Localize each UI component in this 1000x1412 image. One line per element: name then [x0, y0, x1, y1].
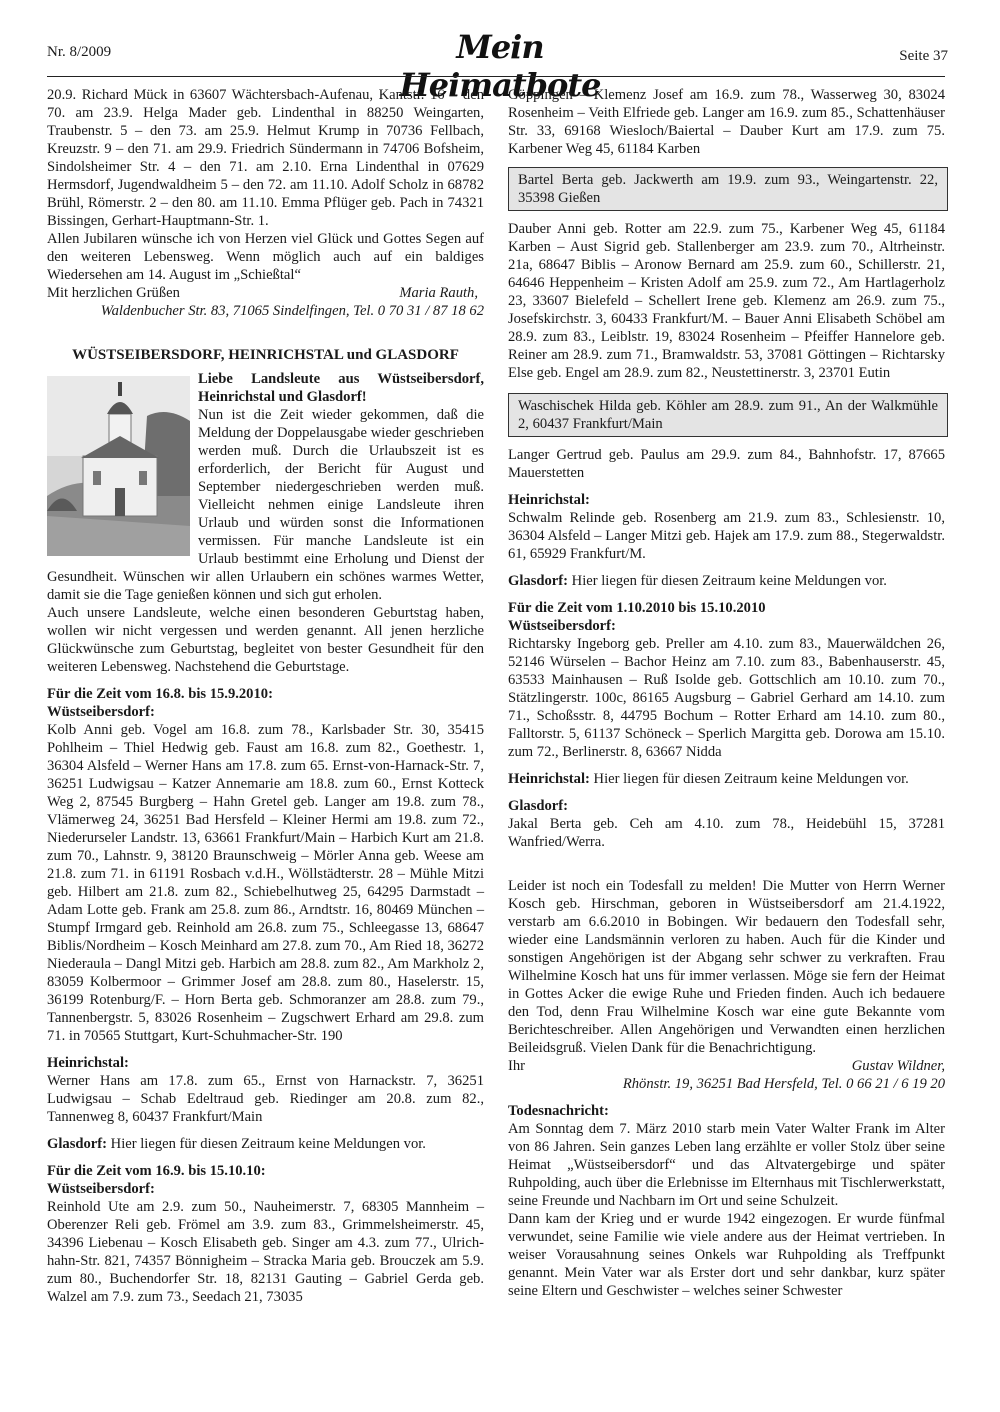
period3-g-text: Jakal Berta geb. Ceh am 4.10. zum 78., Heidebühl 15, 37281 Wanfried/Werra.	[508, 816, 945, 850]
period1-g-label: Glasdorf:	[47, 1136, 107, 1152]
birthday-list-top: 20.9. Richard Mück in 63607 Wächtersbach-Aufenau, Kantstr. 16 – den 70. am 23.9. Helga Mader geb. Lindenthal in 88250 Weingarten, Traubenstr. 5 – den 73. am 25.9. Helmut Krump in 70736 Fellbach, Kreuzstr. 9 – den 71. am 29.9. Friedrich Sündermann in 74706 Bofsheim, Sindolsheimer Str. 4 – den 71. am 2.10. Erna Lindenthal in 07629 Hermsdorf, Jugendwaldheim 5 – den 72. am 11.10. Adolf Scholz in 68782 Brühl, Römerstr. 2 – den 80. am 11.10. Emma Pflüger geb. Pach in 74321 Bissingen, Gerhart-Hauptmann-Str. 1.	[47, 87, 484, 229]
continued-list-1: Göppingen – Klemenz Josef am 16.9. zum 78., Wasserweg 30, 83024 Rosenheim – Veith Elfriede geb. Langer am 16.9. zum 85., Schattenhäuser Str. 33, 69168 Wiesloch/Baiertal – Dauber Kurt am 17.9. zum 75. Karbener Weg 45, 61184 Karben	[508, 87, 945, 157]
todes-label: Todesnachricht:	[508, 1103, 609, 1119]
period1-h-label: Heinrichstal:	[47, 1055, 129, 1071]
issue-number: Nr. 8/2009	[47, 44, 112, 60]
page-header	[0, 0, 1000, 104]
period2-g-line	[508, 572, 945, 590]
period1-title: Für die Zeit vom 16.8. bis 15.9.2010:	[47, 686, 273, 702]
masthead-logo: Mein Heimatbote	[399, 28, 601, 104]
highlight-box-1	[508, 167, 948, 211]
signature-address: Waldenbucher Str. 83, 71065 Sindelfingen, Tel. 0 70 31 / 87 18 62	[100, 303, 484, 319]
todes-text-2: Dann kam der Krieg und er wurde 1942 eingezogen. Er wurde fünfmal verwundet, seine Familie wie viele andere aus der Heimat vertrieben. In weiser Vorausahnung seines Onkels war Ruhpolding als Treffpunkt genannt. Mein Vater war als Erster dort und sehr dankbar, kurz später seine Eltern und Geschwister – welches seiner Schwester	[508, 1211, 945, 1299]
continued-list-2: Dauber Anni geb. Rotter am 22.9. zum 75., Karbener Weg 45, 61184 Karben – Aust Sigrid geb. Stallenberger am 23.9. zum 70., Altrheinstr. 21a, 68647 Biblis – Aronow Bernard am 25.9. zum 60., Schillerstr. 21, 64646 Heppenheim – Kristen Adolf am 25.9. zum 72., Am Hartlagerholz 23, 33607 Bielefeld – Schellert Irene geb. Klemenz am 26.9. zum 75., Josefskirchstr. 3, 60433 Frankfurt/M. – Bauer Anni Elisabeth Schöbel am 28.9. zum 83., Leiblstr. 19, 83024 Rosenheim – Pfeiffer Hannelore geb. Reiner am 28.9. zum 71., Bramwaldstr. 53, 37081 Göttingen – Richtarsky Else geb. Engel am 28.9. zum 82., Neustettinerstr. 3, 23701 Eutin	[508, 221, 945, 381]
period2-title: Für die Zeit vom 16.9. bis 15.10.10:	[47, 1163, 266, 1179]
period3-w-label: Wüstseibersdorf:	[508, 618, 616, 634]
period2-g-text: Hier liegen für diesen Zeitraum keine Meldungen vor.	[571, 573, 887, 589]
period2-w-label: Wüstseibersdorf:	[47, 1181, 155, 1197]
greeting-label: Mit herzlichen Grüßen	[47, 285, 180, 301]
intro-text-2: Auch unsere Landsleute, welche einen besonderen Geburtstag haben, wollen wir nicht vergessen und werden genannt. All jenen herzliche Glückwünsche zum Geburtstag, begleitet von bester Gesundheit für den weiteren Lebensweg. Nachstehend die Geburtstage.	[47, 605, 484, 675]
signature-name-2: Gustav Wildner,	[851, 1058, 945, 1074]
section-title: WÜSTSEIBERSDORF, HEINRICHSTAL und GLASDORF	[72, 347, 459, 363]
period2-h-label: Heinrichstal:	[508, 492, 590, 508]
church-photo	[47, 376, 190, 556]
wishes-text: Allen Jubilaren wünsche ich von Herzen viel Glück und Gottes Segen auf den weiteren Lebensweg. Wenn möglich auch auf ein baldiges Wiedersehen am 14. August im „Schießtal“	[47, 231, 484, 283]
period1-g-line	[47, 1135, 484, 1153]
period1-w-label: Wüstseibersdorf:	[47, 704, 155, 720]
highlight-box-2-text: Waschischek Hilda geb. Köhler am 28.9. zum 91., An der Walkmühle 2, 60437 Frankfurt/Main	[518, 398, 938, 432]
period1-w-list: Kolb Anni geb. Vogel am 16.8. zum 78., Karlsbader Str. 30, 35415 Pohlheim – Thiel Hedwig geb. Faust am 16.8. zum 82., Goethestr. 1, 36304 Alsfeld – Werner Hans am 17.8. zum 65. Ernst-von-Harnack-Str. 7, 36251 Ludwigsau – Katzer Annemarie am 18.8. zum 60., Ernst Kotteck Weg 2, 87545 Burgberg – Hahn Gretel geb. Langer am 19.8. zum 78., Vlämerweg 24, 36251 Bad Hersfeld – Kleiner Hermi am 19.8. zum 72., Niederurseler Landstr. 13, 63661 Frankfurt/Main – Harbich Kurt am 21.8. zum 70., Lahnstr. 9, 38120 Braunschweig – Mörler Anna geb. Weese am 21.8. zum 71. in 61191 Rosbach v.d.H., Wöllstädterstr. 28 – Mühle Mitzi geb. Hilbert am 21.8. zum 82., Schiebelhutweg 25, 64295 Darmstadt – Adam Lotte geb. Frank am 25.8. zum 86., Arndtstr. 16, 80469 München – Stumpf Irmgard geb. Reinhold am 26.8. zum 75., Schleegasse 13, 68647 Biblis/Nordheim – Kosch Meinhard am 27.8. zum 70., Am Ried 18, 36272 Niederaula – Dangl Mitzi geb. Harbich am 28.8. zum 82., Am Markholz 2, 83059 Kolbermoor – Grimmer Josef am 28.8. zum 80., Haselerstr. 15, 36199 Rotenburg/F. – Horn Berta geb. Schmoranzer am 28.8. zum 79., Tannenbergstr. 5, 83026 Rosenheim – Zugschwert Erhard am 29.8. zum 71. in 70565 Stuttgart, Kurt-Schuhmacher-Str. 190	[47, 722, 484, 1044]
period3-w-list: Richtarsky Ingeborg geb. Preller am 4.10. zum 83., Mauerwäldchen 26, 52146 Würselen – Bachor Heinz am 7.10. zum 83., Babenhauserstr. 45, 63533 Mainhausen – Ruß Isolde geb. Gottschlich am 10.10. zum 70., Stätzlingerstr. 100c, 86165 Augsburg – Gabriel Gerhard am 14.10. zum 71., Schoßsstr. 8, 44795 Bochum – Rotter Erhard am 14.10. zum 80., Falltorstr. 5, 61137 Schöneck – Sperlich Margitta geb. Dorowa am 15.10. zum 72., Berlinerstr. 8, 63667 Nidda	[508, 636, 945, 760]
intro-greeting: Liebe Landsleute aus Wüstseibersdorf, Heinrichstal und Glasdorf!	[198, 371, 484, 405]
period3-title: Für die Zeit vom 1.10.2010 bis 15.10.2010	[508, 600, 766, 616]
greeting-line	[47, 284, 484, 302]
period3-h-text: Hier liegen für diesen Zeitraum keine Meldungen vor.	[593, 771, 909, 787]
highlight-box-2	[508, 393, 948, 437]
todes-text: Am Sonntag dem 7. März 2010 starb mein Vater Walter Frank im Alter von 86 Jahren. Sein ganzes Leben lang erzählte er voller Stolz über seine Heimat „Wüstseibersdorf“ und das Altvatergebirge und später Ruhpolding, auch über die Erlebnisse im Elternhaus mit Tischlerwerkstatt, seine Freunde und Nachbarn im Ort und seine Schulzeit.	[508, 1121, 945, 1209]
period3-h-label: Heinrichstal:	[508, 771, 590, 787]
continued-list-3: Langer Gertrud geb. Paulus am 29.9. zum 84., Bahnhofstr. 17, 87665 Mauerstetten	[508, 447, 945, 481]
left-column	[47, 86, 484, 1306]
period2-h-list: Schwalm Relinde geb. Rosenberg am 21.9. zum 83., Schlesienstr. 10, 36304 Alsfeld – Langer Mitzi geb. Hajek am 17.9. zum 88., Stegerwaldstr. 61, 65929 Frankfurt/M.	[508, 510, 945, 562]
closing-word: Ihr	[508, 1058, 526, 1074]
page-number: Seite 37	[899, 48, 948, 64]
signature-name: Maria Rauth,	[399, 285, 478, 301]
period2-w-list: Reinhold Ute am 2.9. zum 50., Nauheimerstr. 7, 68305 Mannheim – Oberenzer Reli geb. Frömel am 3.9. zum 83., Grimmelsheimerstr. 45, 34396 Liebenau – Kosch Elisabeth geb. Singer am 4.3. zum 77., Ulrich-hahn-Str. 821, 74357 Bönnigheim – Stracka Maria geb. Brouczek am 5.9. zum 80., Buchendorfer Str. 18, 82131 Gauting – Gabriel Gerda geb. Walzel am 7.9. zum 73., Seedach 21, 73035	[47, 1199, 484, 1305]
right-column	[508, 86, 945, 1300]
highlight-box-1-text: Bartel Berta geb. Jackwerth am 19.9. zum 93., Weingartenstr. 22, 35398 Gießen	[518, 172, 938, 206]
period1-g-text: Hier liegen für diesen Zeitraum keine Meldungen vor.	[110, 1136, 426, 1152]
period2-g-label: Glasdorf:	[508, 573, 568, 589]
signature-address-2: Rhönstr. 19, 36251 Bad Hersfeld, Tel. 0 66 21 / 6 19 20	[622, 1076, 945, 1092]
death-notice: Leider ist noch ein Todesfall zu melden! Die Mutter von Herrn Werner Kosch geb. Hirschman, geboren in Wüstseibersdorf am 21.4.1922, verstarb am 6.6.2010 in Bobingen. Wir bedauern den Todesfall sehr, wieder eine Landsmännin verloren zu haben. Auch für die Kinder und sonstigen Angehörigen ist der Abgang sehr schwer zu verkraften. Frau Wilhelmine Kosch hat uns für immer verlassen. Möge sie fern der Heimat in Gottes Acker die ewige Ruhe und Frieden finden. Auch ich bedauere den Tod, denn Frau Wilhelmine Kosch war eine gute Bekannte vom Berichteschreiber. Allen Angehörigen und Verwandten einen herzlichen Beileidsgruß. Vielen Dank für die Benachrichtigung.	[508, 878, 945, 1056]
intro-text: Nun ist die Zeit wieder gekommen, daß die Meldung der Doppelausgabe wieder geschrieben werden muß. Durch die Urlaubszeit ist es erforderlich, der Bericht für August und September niedergeschrieben werden muß. Vielleicht nehmen einige Landsleute ihren Urlaub und würden sonst die Informationen vermissen. Für manche Landsleute ist ein Urlaub bestimmt eine Erholung und Dienst der Gesundheit. Wünschen wir allen Urlaubern ein schönes warmes Wetter, damit sie die Tage genießen können und sich gut erholen.	[47, 407, 484, 603]
period1-h-list: Werner Hans am 17.8. zum 65., Ernst von Harnackstr. 7, 36251 Ludwigsau – Schab Edeltraud geb. Riedinger am 20.8. zum 82., Tannenweg 8, 60437 Frankfurt/Main	[47, 1073, 484, 1125]
period3-h-line	[508, 770, 945, 788]
closing-line	[508, 1057, 945, 1075]
period3-g-label: Glasdorf:	[508, 798, 568, 814]
intro-block	[47, 370, 484, 604]
header-rule	[47, 76, 945, 77]
